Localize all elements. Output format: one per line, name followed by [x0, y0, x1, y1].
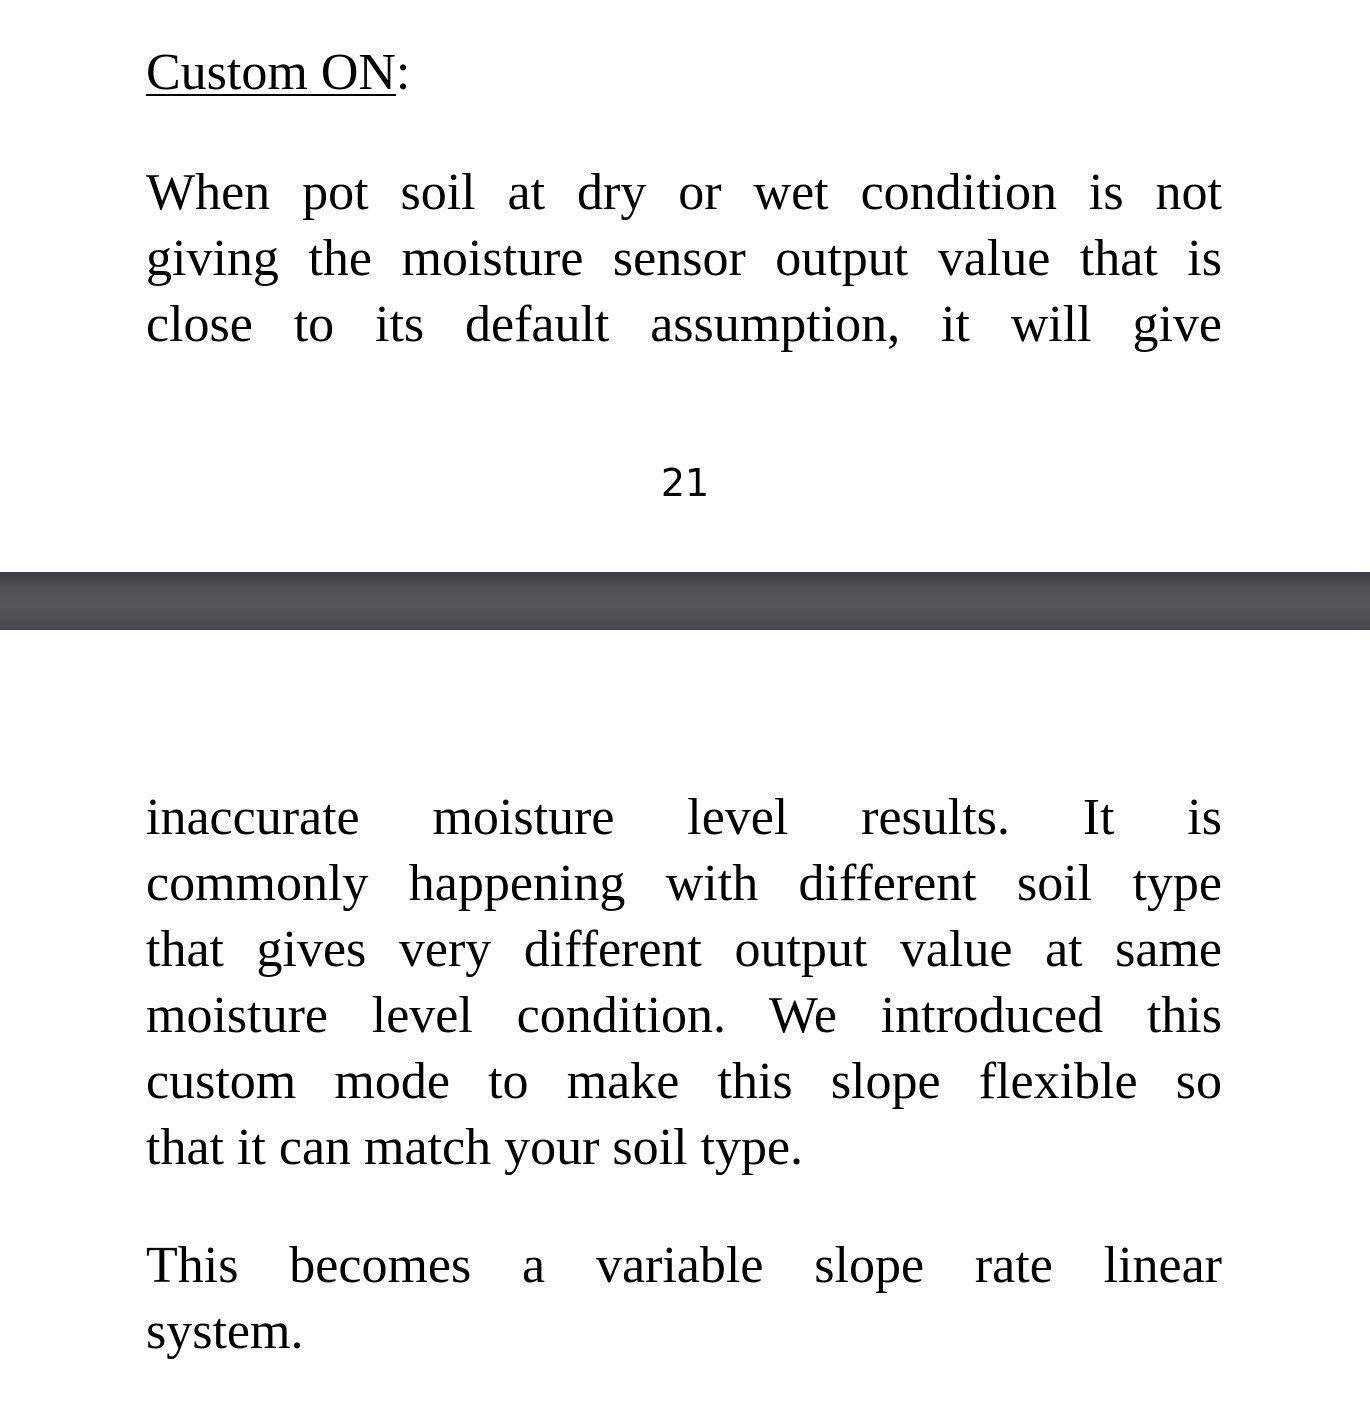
paragraph-line: giving the moisture sensor output value that is [146, 230, 1222, 287]
section-heading [146, 40, 410, 106]
heading-underlined-text: Custom ON [146, 44, 396, 101]
paragraph-line: that it can match your soil type. [146, 1119, 804, 1176]
document-page-21 [0, 0, 1370, 572]
paragraph-line: close to its default assumption, it will give [146, 296, 1222, 353]
document-page-22 [0, 630, 1370, 1404]
paragraph-line: custom mode to make this slope flexible so [146, 1053, 1222, 1110]
paragraph-line: moisture level condition. We introduced this [146, 987, 1222, 1044]
heading-colon: : [395, 44, 411, 101]
paragraph-line: commonly happening with different soil type [146, 855, 1222, 912]
summary-paragraph [146, 1233, 1222, 1365]
continued-paragraph [146, 785, 1222, 1181]
paragraph-line: This becomes a variable slope rate linear [146, 1237, 1222, 1294]
intro-paragraph [146, 160, 1222, 358]
paragraph-line: inaccurate moisture level results. It is [146, 789, 1222, 846]
paragraph-line: that gives very different output value at same [146, 921, 1222, 978]
page-separator [0, 572, 1370, 630]
paragraph-line: system. [146, 1303, 304, 1360]
page-number: 21 [660, 461, 710, 505]
paragraph-line: When pot soil at dry or wet condition is not [146, 164, 1222, 221]
